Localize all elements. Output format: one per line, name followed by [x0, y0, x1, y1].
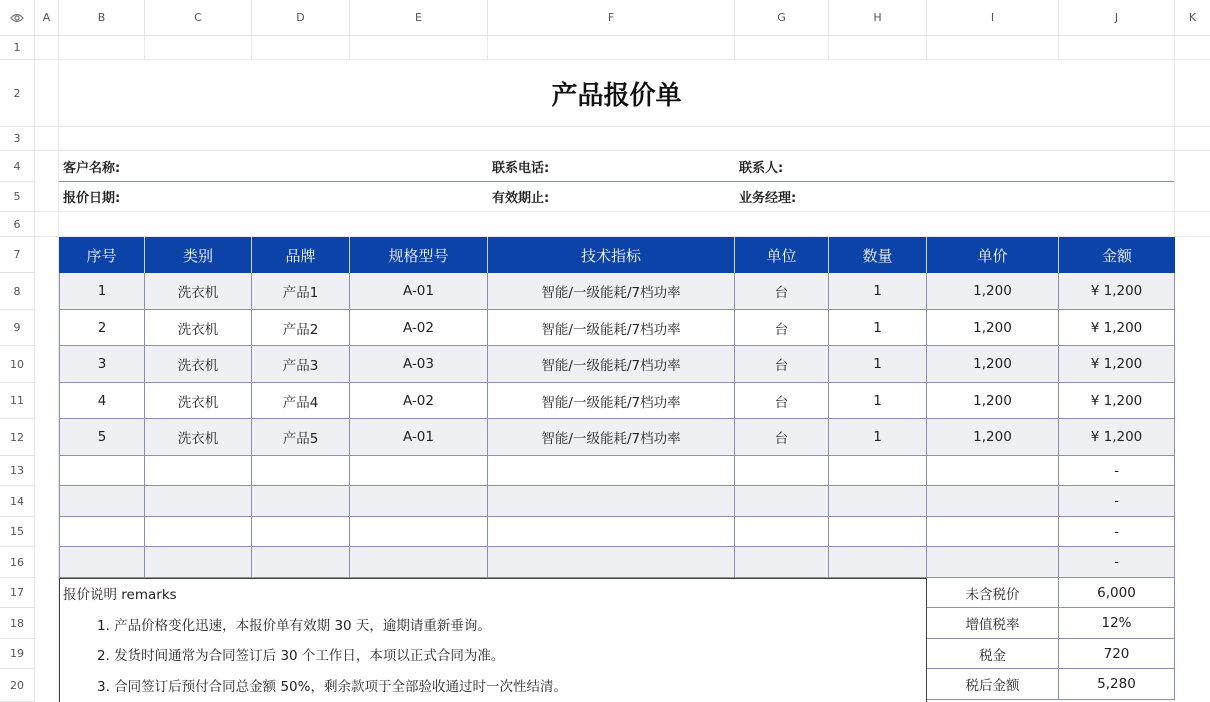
- cell-category[interactable]: 洗衣机: [145, 346, 252, 383]
- cell-category[interactable]: 洗衣机: [145, 419, 252, 456]
- cell-spec[interactable]: [488, 456, 735, 486]
- cell-quantity[interactable]: 1: [829, 419, 927, 456]
- row-header-18[interactable]: 18: [0, 608, 35, 639]
- row-header-20[interactable]: 20: [0, 669, 35, 702]
- cell-index[interactable]: [60, 547, 145, 578]
- cell-unit[interactable]: [735, 517, 829, 547]
- cell-brand[interactable]: 产品5: [252, 419, 350, 456]
- row-header-14[interactable]: 14: [0, 486, 35, 517]
- grid-line: [35, 126, 1210, 127]
- cell-quantity[interactable]: 1: [829, 383, 927, 419]
- cell-unit-price[interactable]: 1,200: [927, 346, 1059, 383]
- row-header-16[interactable]: 16: [0, 547, 35, 578]
- cell-spec[interactable]: [488, 547, 735, 578]
- cell-quantity[interactable]: [829, 486, 927, 517]
- cell-brand[interactable]: 产品3: [252, 346, 350, 383]
- row-header-3[interactable]: 3: [0, 127, 35, 151]
- cell-brand[interactable]: [252, 486, 350, 517]
- cell-model[interactable]: [350, 517, 488, 547]
- cell-model[interactable]: [350, 547, 488, 578]
- summary-label-vat-rate: 增值税率: [927, 608, 1059, 639]
- cell-index[interactable]: [60, 456, 145, 486]
- row-header-4[interactable]: 4: [0, 151, 35, 182]
- row-header-7[interactable]: 7: [0, 237, 35, 273]
- column-header-k[interactable]: K: [1175, 0, 1210, 36]
- header-unit: 单位: [735, 237, 829, 273]
- cell-category[interactable]: 洗衣机: [145, 273, 252, 310]
- column-header-b[interactable]: B: [59, 0, 145, 36]
- cell-amount[interactable]: -: [1059, 517, 1175, 547]
- grid-line: [349, 36, 350, 60]
- header-amount: 金额: [1059, 237, 1175, 273]
- grid-line: [828, 36, 829, 60]
- column-header-a[interactable]: A: [35, 0, 59, 36]
- cell-unit-price[interactable]: 1,200: [927, 273, 1059, 310]
- cell-amount[interactable]: ¥ 1,200: [1059, 419, 1175, 456]
- cell-category[interactable]: [145, 517, 252, 547]
- summary-label-total: 税后金额: [927, 669, 1059, 700]
- cell-brand[interactable]: [252, 547, 350, 578]
- row-header-2[interactable]: 2: [0, 60, 35, 127]
- header-quantity: 数量: [829, 237, 927, 273]
- row-header-19[interactable]: 19: [0, 639, 35, 669]
- summary-value-total[interactable]: 5,280: [1059, 669, 1175, 700]
- header-unit-price: 单价: [927, 237, 1059, 273]
- cell-category[interactable]: [145, 547, 252, 578]
- cell-model[interactable]: [350, 486, 488, 517]
- cell-spec[interactable]: 智能/一级能耗/7档功率: [488, 419, 735, 456]
- summary-value-tax[interactable]: 720: [1059, 639, 1175, 669]
- cell-unit-price[interactable]: 1,200: [927, 383, 1059, 419]
- row-header-11[interactable]: 11: [0, 383, 35, 419]
- contact-label: 联系人:: [739, 160, 784, 176]
- cell-amount[interactable]: ¥ 1,200: [1059, 310, 1175, 346]
- header-index: 序号: [59, 237, 145, 273]
- cell-unit[interactable]: 台: [735, 419, 829, 456]
- remark-line-2: 2. 发货时间通常为合同签订后 30 个工作日，本项以正式合同为准。: [97, 648, 505, 664]
- row-header-5[interactable]: 5: [0, 182, 35, 212]
- cell-category[interactable]: 洗衣机: [145, 383, 252, 419]
- header-brand: 品牌: [252, 237, 350, 273]
- summary-label-tax: 税金: [927, 639, 1059, 669]
- cell-brand[interactable]: [252, 456, 350, 486]
- page-title: 产品报价单: [551, 80, 682, 111]
- cell-index[interactable]: 5: [60, 419, 145, 456]
- cell-quantity[interactable]: [829, 517, 927, 547]
- cell-unit[interactable]: [735, 547, 829, 578]
- cell-brand[interactable]: [252, 517, 350, 547]
- column-header-i[interactable]: I: [927, 0, 1059, 36]
- cell-brand[interactable]: 产品4: [252, 383, 350, 419]
- cell-model[interactable]: A-03: [350, 346, 488, 383]
- summary-value-pretax[interactable]: 6,000: [1059, 578, 1175, 608]
- select-all-eye-icon[interactable]: [0, 0, 35, 36]
- cell-brand[interactable]: 产品2: [252, 310, 350, 346]
- cell-model[interactable]: A-02: [350, 383, 488, 419]
- cell-index[interactable]: 2: [60, 310, 145, 346]
- cell-spec[interactable]: [488, 486, 735, 517]
- cell-unit-price[interactable]: [927, 547, 1059, 578]
- cell-amount[interactable]: -: [1059, 486, 1175, 517]
- cell-index[interactable]: [60, 486, 145, 517]
- cell-unit-price[interactable]: [927, 486, 1059, 517]
- cell-unit[interactable]: 台: [735, 346, 829, 383]
- cell-quantity[interactable]: 1: [829, 310, 927, 346]
- cell-spec[interactable]: 智能/一级能耗/7档功率: [488, 346, 735, 383]
- column-header-g[interactable]: G: [735, 0, 829, 36]
- remark-line-3: 3. 合同签订后预付合同总金额 50%，剩余款项于全部验收通过时一次性结清。: [97, 678, 567, 695]
- cell-index[interactable]: 1: [60, 273, 145, 310]
- cell-amount[interactable]: ¥ 1,200: [1059, 346, 1175, 383]
- cell-index[interactable]: [60, 517, 145, 547]
- customer-name-label: 客户名称:: [63, 160, 121, 176]
- remark-line-1: 1. 产品价格变化迅速，本报价单有效期 30 天，逾期请重新垂询。: [97, 617, 491, 634]
- cell-model[interactable]: A-01: [350, 419, 488, 456]
- remarks-title: 报价说明 remarks: [63, 587, 177, 603]
- cell-index[interactable]: 4: [60, 383, 145, 419]
- grid-line: [35, 211, 1210, 212]
- column-header-e[interactable]: E: [350, 0, 488, 36]
- column-header-c[interactable]: C: [145, 0, 252, 36]
- grid-line: [926, 36, 927, 60]
- summary-value-vat-rate[interactable]: 12%: [1059, 608, 1175, 639]
- validity-label: 有效期止:: [492, 191, 550, 206]
- cell-unit[interactable]: [735, 456, 829, 486]
- cell-spec[interactable]: 智能/一级能耗/7档功率: [488, 273, 735, 310]
- row-header-15[interactable]: 15: [0, 517, 35, 547]
- cell-amount[interactable]: -: [1059, 456, 1175, 486]
- grid-line: [487, 36, 488, 60]
- row-header-8[interactable]: 8: [0, 273, 35, 310]
- cell-amount[interactable]: ¥ 1,200: [1059, 383, 1175, 419]
- grid-line: [1058, 36, 1059, 60]
- grid-line: [734, 36, 735, 60]
- column-header-f[interactable]: F: [488, 0, 735, 36]
- cell-spec[interactable]: 智能/一级能耗/7档功率: [488, 310, 735, 346]
- header-model: 规格型号: [350, 237, 488, 273]
- cell-model[interactable]: [350, 456, 488, 486]
- cell-quantity[interactable]: [829, 547, 927, 578]
- phone-label: 联系电话:: [492, 160, 550, 176]
- cell-index[interactable]: 3: [60, 346, 145, 383]
- row-header-1[interactable]: 1: [0, 36, 35, 60]
- cell-unit-price[interactable]: [927, 456, 1059, 486]
- cell-amount[interactable]: -: [1059, 547, 1175, 578]
- cell-model[interactable]: A-02: [350, 310, 488, 346]
- column-header-h[interactable]: H: [829, 0, 927, 36]
- manager-label: 业务经理:: [739, 191, 797, 206]
- cell-quantity[interactable]: [829, 456, 927, 486]
- cell-spec[interactable]: [488, 517, 735, 547]
- cell-unit-price[interactable]: [927, 517, 1059, 547]
- cell-unit[interactable]: 台: [735, 310, 829, 346]
- cell-amount[interactable]: ¥ 1,200: [1059, 273, 1175, 310]
- grid-line: [251, 36, 252, 60]
- cell-quantity[interactable]: 1: [829, 273, 927, 310]
- row-header-12[interactable]: 12: [0, 419, 35, 456]
- cell-category[interactable]: 洗衣机: [145, 310, 252, 346]
- cell-category[interactable]: [145, 456, 252, 486]
- cell-unit-price[interactable]: 1,200: [927, 310, 1059, 346]
- cell-unit[interactable]: [735, 486, 829, 517]
- cell-spec[interactable]: 智能/一级能耗/7档功率: [488, 383, 735, 419]
- row-header-9[interactable]: 9: [0, 310, 35, 346]
- quote-date-label: 报价日期:: [63, 191, 121, 206]
- row-header-10[interactable]: 10: [0, 346, 35, 383]
- grid-line: [144, 36, 145, 60]
- header-category: 类别: [145, 237, 252, 273]
- column-header-d[interactable]: D: [252, 0, 350, 36]
- header-spec: 技术指标: [488, 237, 735, 273]
- cell-quantity[interactable]: 1: [829, 346, 927, 383]
- row-header-17[interactable]: 17: [0, 578, 35, 608]
- cell-unit[interactable]: 台: [735, 273, 829, 310]
- row-header-13[interactable]: 13: [0, 456, 35, 486]
- cell-brand[interactable]: 产品1: [252, 273, 350, 310]
- column-header-j[interactable]: J: [1059, 0, 1175, 36]
- summary-label-pretax: 未含税价: [927, 578, 1059, 608]
- cell-model[interactable]: A-01: [350, 273, 488, 310]
- quote-table-body: [59, 273, 1175, 578]
- row-header-6[interactable]: 6: [0, 212, 35, 237]
- cell-unit-price[interactable]: 1,200: [927, 419, 1059, 456]
- cell-category[interactable]: [145, 486, 252, 517]
- cell-unit[interactable]: 台: [735, 383, 829, 419]
